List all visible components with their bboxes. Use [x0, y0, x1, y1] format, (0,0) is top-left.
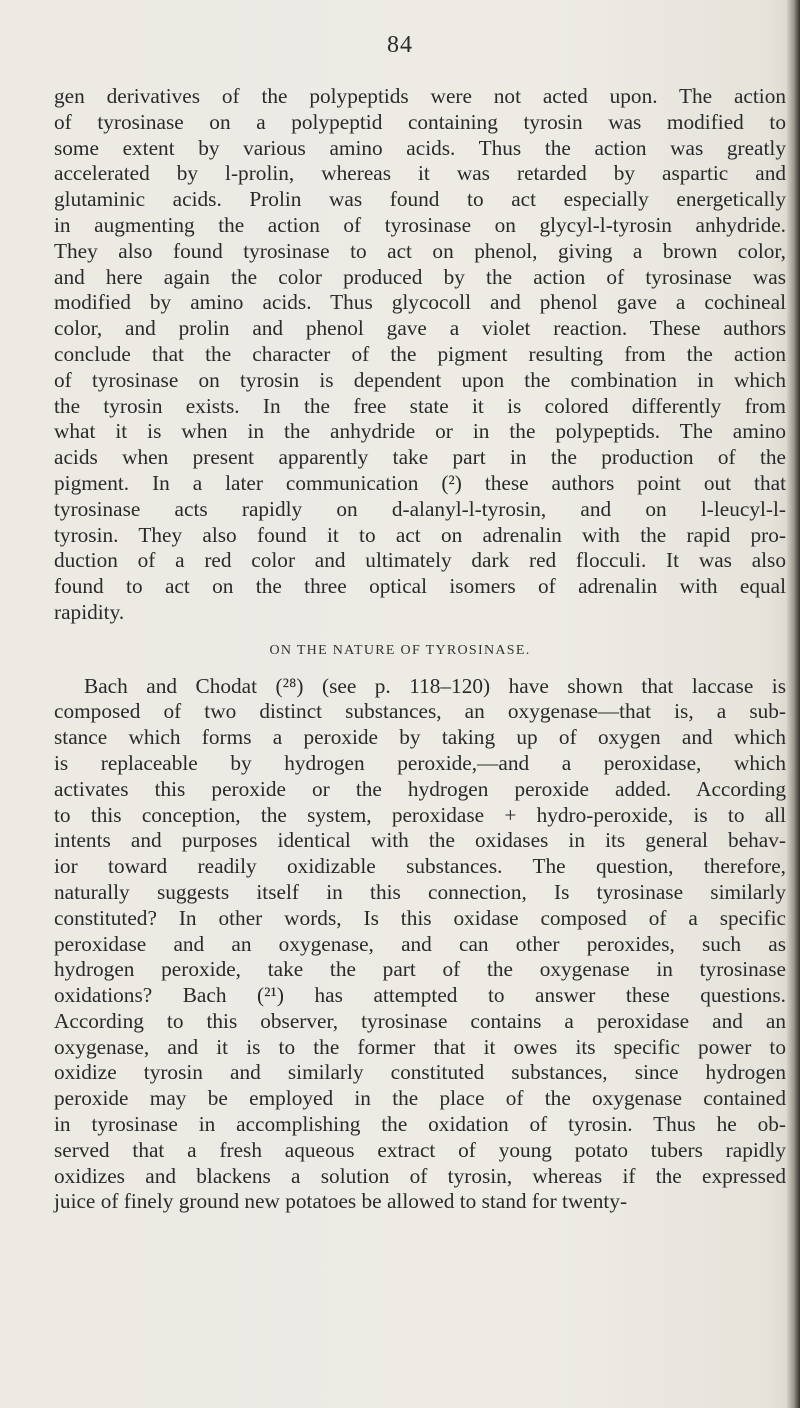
text-line: peroxidase and an oxygenase, and can other peroxides, such as [54, 931, 786, 956]
text-line: in augmenting the action of tyrosinase on glycyl-l-tyrosin anhydride. [54, 212, 786, 237]
text-line: some extent by various amino acids. Thus the action was greatly [54, 135, 786, 160]
paragraph-nature-of-tyrosinase [54, 674, 786, 1216]
text-line: the tyrosin exists. In the free state it is colored differently from [54, 393, 786, 418]
text-line: color, and prolin and phenol gave a violet reaction. These authors [54, 316, 786, 341]
section-heading: ON THE NATURE OF TYROSINASE. [269, 642, 531, 658]
text-line: According to this observer, tyrosinase contains a peroxidase and an [54, 1008, 786, 1033]
text-line: of tyrosinase on tyrosin is dependent upon the combination in which [54, 367, 786, 392]
text-line: pigment. In a later communication (²) these authors point out that [54, 470, 786, 495]
text-line: peroxide may be employed in the place of the oxygenase contained [54, 1086, 786, 1111]
text-line: stance which forms a peroxide by taking up of oxygen and which [54, 725, 786, 750]
text-line: rapidity. [54, 599, 125, 624]
text-line: modified by amino acids. Thus glycocoll and phenol gave a cochineal [54, 290, 786, 315]
text-line: ior toward readily oxidizable substances. The question, therefore, [54, 854, 786, 879]
text-line: served that a fresh aqueous extract of young potato tubers rapidly [54, 1137, 786, 1162]
text-line: of tyrosinase on a polypeptid containing tyrosin was modified to [54, 109, 786, 134]
text-line: constituted? In other words, Is this oxidase composed of a specific [54, 905, 786, 930]
text-line: oxidations? Bach (²¹) has attempted to answer these questions. [54, 983, 786, 1008]
text-line: oxidize tyrosin and similarly constituted substances, since hydrogen [54, 1060, 786, 1085]
text-line: Bach and Chodat (²⁸) (see p. 118–120) have shown that laccase is [84, 673, 786, 698]
text-line: glutaminic acids. Prolin was found to act especially energetically [54, 187, 786, 212]
text-line: and here again the color produced by the action of tyrosinase was [54, 264, 786, 289]
text-line: composed of two distinct substances, an oxygenase—that is, a sub- [54, 699, 786, 724]
text-line: intents and purposes identical with the oxidases in its general behav- [54, 828, 786, 853]
text-line: acids when present apparently take part in the production of the [54, 445, 786, 470]
text-line: activates this peroxide or the hydrogen peroxide added. According [54, 776, 786, 801]
text-line: duction of a red color and ultimately dark red flocculi. It was also [54, 548, 786, 573]
text-line: They also found tyrosinase to act on phenol, giving a brown color, [54, 238, 786, 263]
text-line: in tyrosinase in accomplishing the oxidation of tyrosin. Thus he ob- [54, 1112, 786, 1137]
text-line: accelerated by l-prolin, whereas it was retarded by aspartic and [54, 161, 786, 186]
text-line: oxygenase, and it is to the former that it owes its specific power to [54, 1034, 786, 1059]
text-line: is replaceable by hydrogen peroxide,—and a peroxidase, which [54, 750, 786, 775]
text-line: oxidizes and blackens a solution of tyrosin, whereas if the expressed [54, 1163, 786, 1188]
page-number: 84 [387, 32, 413, 58]
text-line: gen derivatives of the polypeptids were not acted upon. The action [54, 84, 786, 108]
text-line: what it is when in the anhydride or in the polypeptids. The amino [54, 419, 786, 444]
text-line: naturally suggests itself in this connection, Is tyrosinase similarly [54, 879, 786, 904]
text-line: hydrogen peroxide, take the part of the oxygenase in tyrosinase [54, 957, 786, 982]
text-line: found to act on the three optical isomers of adrenalin with equal [54, 574, 786, 599]
text-line: tyrosinase acts rapidly on d-alanyl-l-tyrosin, and on l-leucyl-l- [54, 496, 786, 521]
text-line: conclude that the character of the pigment resulting from the action [54, 341, 786, 366]
text-line: juice of finely ground new potatoes be allowed to stand for twenty- [54, 1189, 628, 1214]
text-line: to this conception, the system, peroxidase + hydro-peroxide, is to all [54, 802, 786, 827]
text-column [54, 84, 786, 1215]
page-edge-shadow [786, 0, 800, 1408]
paragraph-polypeptids [54, 84, 786, 626]
text-line: tyrosin. They also found it to act on adrenalin with the rapid pro- [54, 522, 786, 547]
